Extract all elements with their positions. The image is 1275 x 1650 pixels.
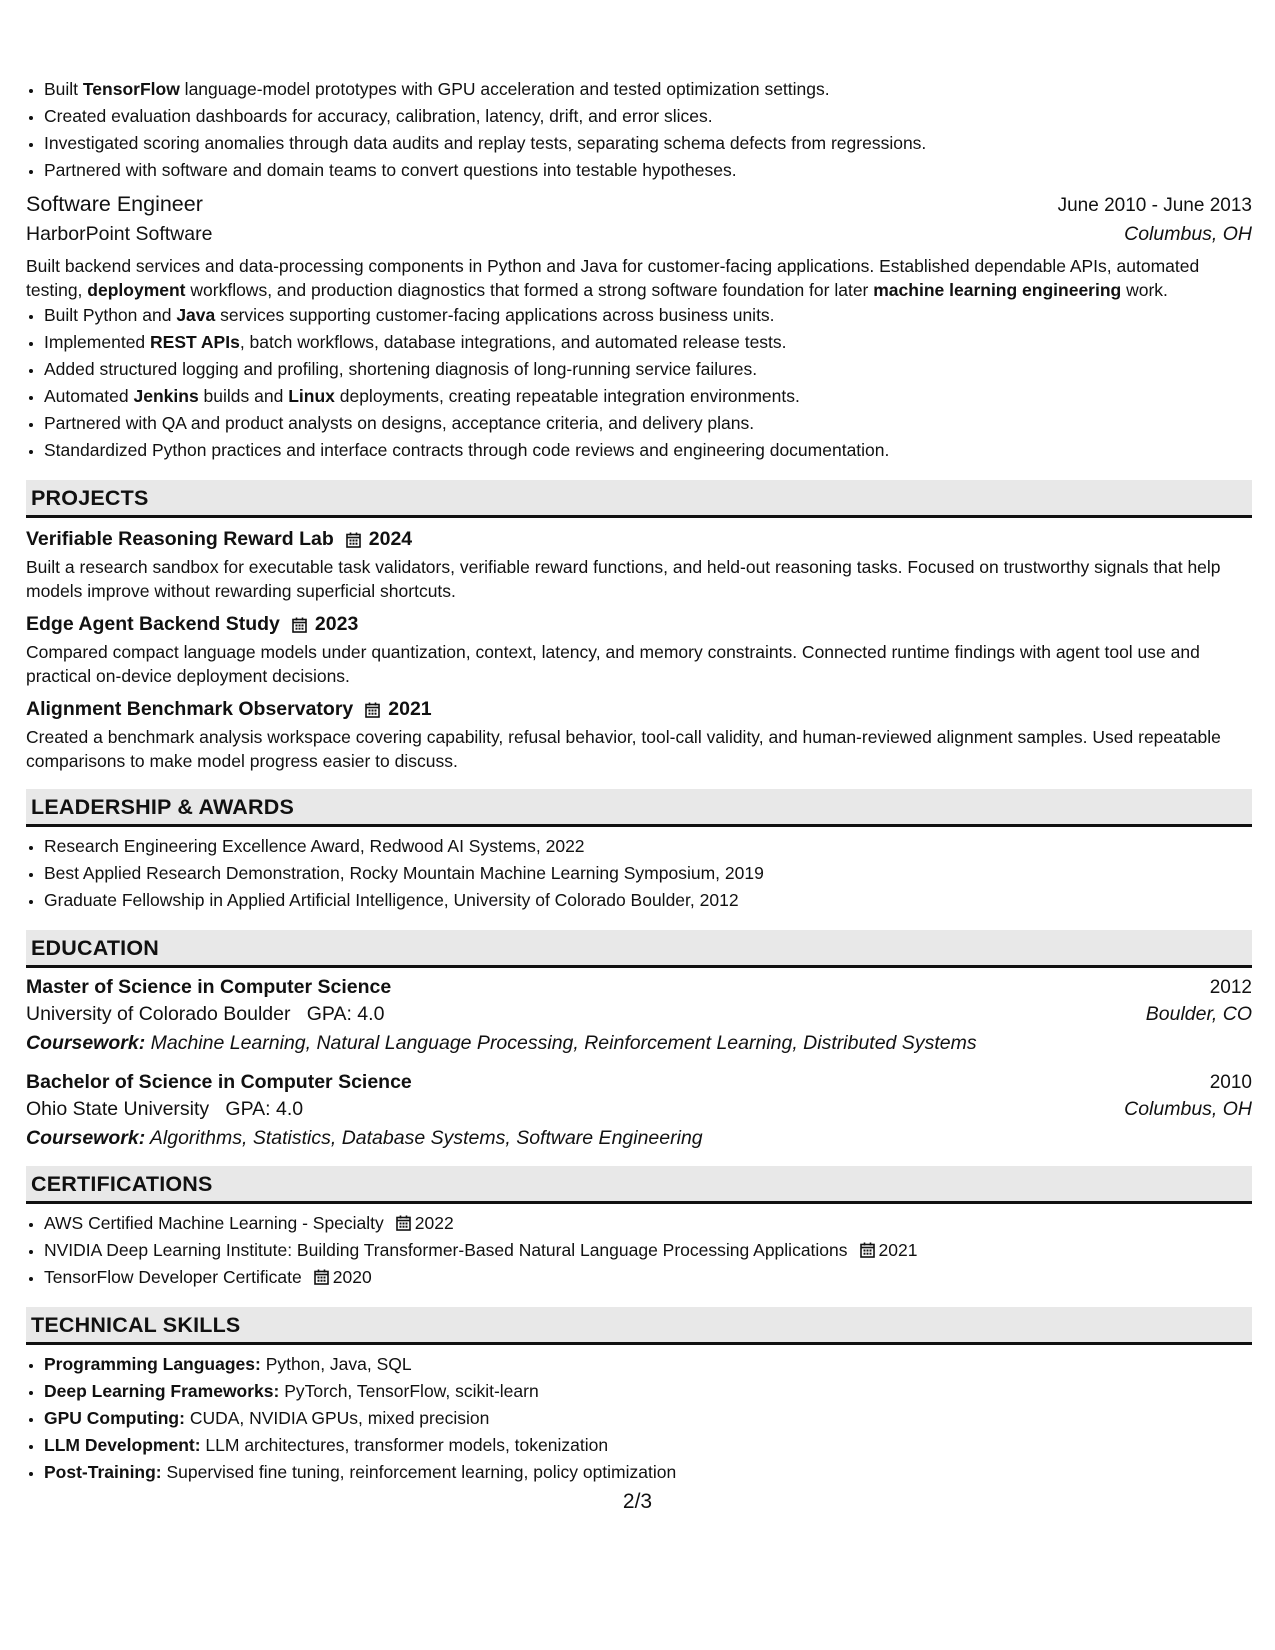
job-subheader	[26, 223, 1252, 246]
list-item: • Built TensorFlow language-model prototypes with GPU acceleration and tested optimization settings.	[44, 76, 1252, 103]
gpa: GPA: 4.0	[306, 1003, 385, 1025]
job-location: Columbus, OH	[1124, 223, 1252, 245]
job-bullets	[26, 302, 1252, 464]
section-heading-education: EDUCATION	[26, 930, 1252, 968]
education-item	[26, 1071, 1252, 1150]
calendar-icon	[292, 617, 307, 633]
list-item: • Standardized Python practices and interface contracts through code reviews and engineering documentation.	[44, 437, 1252, 464]
calendar-icon	[365, 702, 380, 718]
list-item: • Post-Training: Supervised fine tuning, reinforcement learning, policy optimization	[44, 1459, 1252, 1486]
education-item	[26, 976, 1252, 1055]
degree: Master of Science in Computer Science	[26, 976, 392, 998]
project-year: 2023	[314, 613, 359, 635]
section-heading-skills: TECHNICAL SKILLS	[26, 1307, 1252, 1345]
job-header	[26, 192, 1252, 217]
project-name: Alignment Benchmark Observatory	[26, 698, 354, 720]
list-item: • Best Applied Research Demonstration, Rocky Mountain Machine Learning Symposium, 2019	[44, 860, 1252, 887]
list-item: • Investigated scoring anomalies through data audits and replay tests, separating schema defects from regressions.	[44, 130, 1252, 157]
grad-year: 2012	[1209, 977, 1252, 998]
job-dates: June 2010 - June 2013	[1057, 195, 1252, 216]
project-description: Created a benchmark analysis workspace covering capability, refusal behavior, tool-call validity, and human-reviewed alignment samples. Used repeatable comparisons to make model progress easier to discuss.	[26, 727, 1221, 771]
grad-year: 2010	[1209, 1072, 1252, 1093]
list-item: • Deep Learning Frameworks: PyTorch, TensorFlow, scikit-learn	[44, 1378, 1252, 1405]
project-item	[26, 613, 1252, 688]
list-item: • Graduate Fellowship in Applied Artificial Intelligence, University of Colorado Boulder, 2012	[44, 887, 1252, 914]
project-year: 2024	[368, 528, 413, 550]
calendar-icon	[314, 1269, 329, 1285]
section-heading-awards: LEADERSHIP & AWARDS	[26, 789, 1252, 827]
project-name: Verifiable Reasoning Reward Lab	[26, 528, 334, 550]
list-item: • TensorFlow Developer Certificate 2020	[44, 1264, 1252, 1291]
list-item: • AWS Certified Machine Learning - Specialty 2022	[44, 1210, 1252, 1237]
calendar-icon	[396, 1215, 411, 1231]
section-heading-projects: PROJECTS	[26, 480, 1252, 518]
list-item: • NVIDIA Deep Learning Institute: Building Transformer-Based Natural Language Processing Applications 2021	[44, 1237, 1252, 1264]
job-company: HarborPoint Software	[26, 223, 213, 245]
list-item: • Partnered with software and domain teams to convert questions into testable hypotheses.	[44, 157, 1252, 184]
list-item: • Built Python and Java services supporting customer-facing applications across business units.	[44, 302, 1252, 329]
job-title: Software Engineer	[26, 192, 203, 216]
school-name: Ohio State University	[26, 1098, 210, 1120]
degree: Bachelor of Science in Computer Science	[26, 1071, 412, 1093]
list-item: • Added structured logging and profiling, shortening diagnosis of long-running service failures.	[44, 356, 1252, 383]
coursework: Coursework: Algorithms, Statistics, Database Systems, Software Engineering	[26, 1127, 703, 1149]
list-item: • Partnered with QA and product analysts on designs, acceptance criteria, and delivery plans.	[44, 410, 1252, 437]
project-description: Compared compact language models under quantization, context, latency, and memory constraints. Connected runtime findings with agent tool use and practical on-device deployment decisions.	[26, 642, 1200, 686]
list-item: • GPU Computing: CUDA, NVIDIA GPUs, mixed precision	[44, 1405, 1252, 1432]
skills-list	[26, 1351, 1252, 1486]
list-item: • Automated Jenkins builds and Linux deployments, creating repeatable integration environments.	[44, 383, 1252, 410]
coursework: Coursework: Machine Learning, Natural Language Processing, Reinforcement Learning, Distributed Systems	[26, 1032, 977, 1054]
school-location: Columbus, OH	[1124, 1098, 1252, 1120]
project-item	[26, 528, 1252, 603]
gpa: GPA: 4.0	[225, 1098, 304, 1120]
school-location: Boulder, CO	[1145, 1003, 1252, 1025]
previous-job-bullets	[26, 76, 1252, 184]
page-number: 2/3	[622, 1490, 653, 1513]
project-year: 2021	[388, 698, 432, 720]
calendar-icon	[346, 532, 361, 548]
calendar-icon	[860, 1242, 875, 1258]
list-item: • LLM Development: LLM architectures, transformer models, tokenization	[44, 1432, 1252, 1459]
project-item	[26, 698, 1252, 773]
project-name: Edge Agent Backend Study	[26, 613, 280, 635]
list-item: • Research Engineering Excellence Award, Redwood AI Systems, 2022	[44, 833, 1252, 860]
list-item: • Created evaluation dashboards for accuracy, calibration, latency, drift, and error slices.	[44, 103, 1252, 130]
list-item: • Programming Languages: Python, Java, SQL	[44, 1351, 1252, 1378]
awards-list	[26, 833, 1252, 914]
section-heading-certifications: CERTIFICATIONS	[26, 1166, 1252, 1204]
resume-page	[26, 76, 1252, 1486]
job-summary: Built backend services and data-processing components in Python and Java for customer-facing applications. Established dependable APIs, automated testing, deployment workflows, and production diagnostics that formed a strong software foundation for later machine learning engineering work.	[26, 256, 1200, 300]
project-description: Built a research sandbox for executable task validators, verifiable reward functions, and held-out reasoning tasks. Focused on trustworthy signals that help models improve without rewarding superficial shortcuts.	[26, 557, 1221, 601]
school-name: University of Colorado Boulder	[26, 1003, 291, 1025]
certifications-list	[26, 1210, 1252, 1291]
list-item: • Implemented REST APIs, batch workflows, database integrations, and automated release tests.	[44, 329, 1252, 356]
